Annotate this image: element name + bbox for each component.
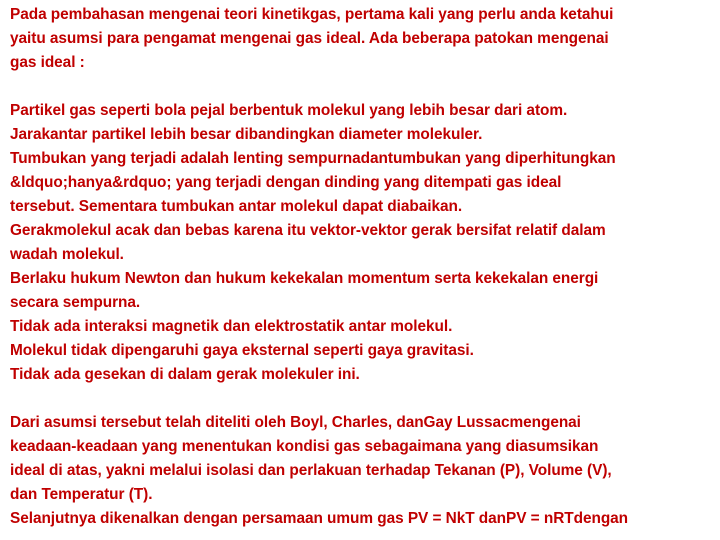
conclusion-paragraph [10, 411, 710, 531]
text-line: Berlaku hukum Newton dan hukum kekekalan momentum serta kekekalan energi [10, 270, 599, 287]
text-line: Tidak ada interaksi magnetik dan elektrostatik antar molekul. [10, 318, 453, 335]
document-body [10, 3, 710, 531]
text-line: gas ideal : [10, 54, 85, 71]
text-line: dan Temperatur (T). [10, 486, 153, 503]
text-line: Gerakmolekul acak dan bebas karena itu vektor-vektor gerak bersifat relatif dalam [10, 222, 606, 239]
text-line: Selanjutnya dikenalkan dengan persamaan umum gas PV = NkT danPV = nRTdengan [10, 510, 629, 527]
text-line: Dari asumsi tersebut telah diteliti oleh Boyl, Charles, danGay Lussacmengenai [10, 414, 581, 431]
text-line: wadah molekul. [10, 246, 124, 263]
text-line: Partikel gas seperti bola pejal berbentuk molekul yang lebih besar dari atom. [10, 102, 568, 119]
text-line: secara sempurna. [10, 294, 141, 311]
text-line: Tidak ada gesekan di dalam gerak molekuler ini. [10, 366, 360, 383]
text-line: Molekul tidak dipengaruhi gaya eksternal seperti gaya gravitasi. [10, 342, 474, 359]
text-line: ideal di atas, yakni melalui isolasi dan perlakuan terhadap Tekanan (P), Volume (V), [10, 462, 612, 479]
text-line: keadaan-keadaan yang menentukan kondisi gas sebagaimana yang diasumsikan [10, 438, 599, 455]
text-line: yaitu asumsi para pengamat mengenai gas ideal. Ada beberapa patokan mengenai [10, 30, 609, 47]
paragraph-gap [10, 387, 710, 411]
text-line: Pada pembahasan mengenai teori kinetikgas, pertama kali yang perlu anda ketahui [10, 6, 614, 23]
text-line: &ldquo;hanya&rdquo; yang terjadi dengan dinding yang ditempati gas ideal [10, 174, 562, 191]
intro-paragraph [10, 3, 710, 75]
text-line: tersebut. Sementara tumbukan antar molekul dapat diabaikan. [10, 198, 463, 215]
text-line: Jarakantar partikel lebih besar dibandingkan diameter molekuler. [10, 126, 483, 143]
paragraph-gap [10, 75, 710, 99]
text-line: Tumbukan yang terjadi adalah lenting sempurnadantumbukan yang diperhitungkan [10, 150, 616, 167]
assumptions-list [10, 99, 710, 387]
